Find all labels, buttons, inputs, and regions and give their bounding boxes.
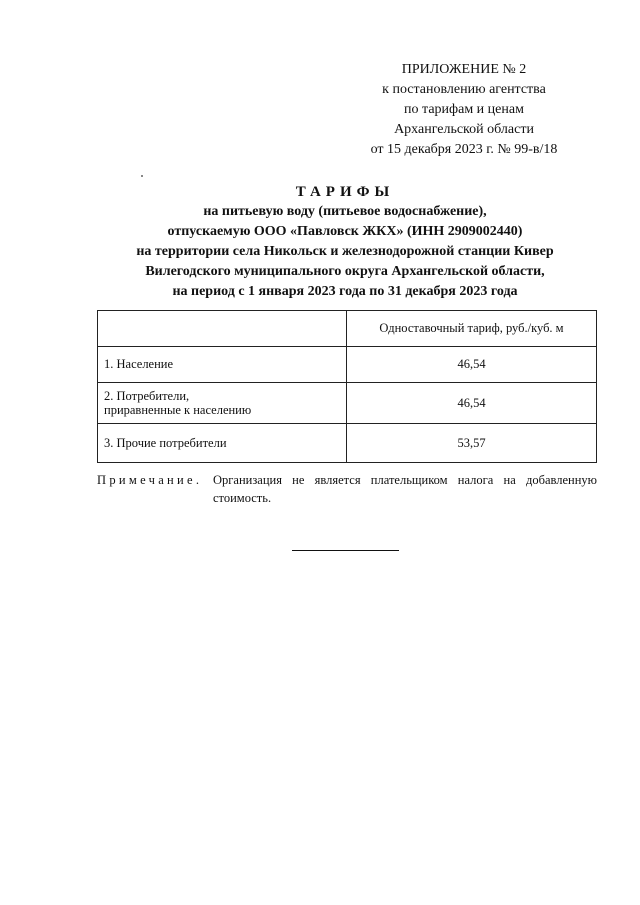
row-label: приравненные к населению	[104, 403, 252, 417]
row-label: 1. Население	[104, 357, 174, 371]
title-line: на период с 1 января 2023 года по 31 декабря 2023 года	[172, 284, 518, 299]
row-label-cell	[98, 383, 347, 424]
row-label-cell	[98, 424, 347, 463]
row-label-cell	[98, 347, 347, 383]
appendix-header	[330, 60, 598, 160]
header-label-cell	[98, 311, 347, 347]
table-row	[98, 424, 597, 463]
appendix-line: от 15 декабря 2023 г. № 99-в/18	[370, 142, 558, 157]
table-row	[98, 383, 597, 424]
note-text: Организация не является плательщиком налога на добавленную стоимость.	[213, 473, 597, 505]
title-heading: ТАРИФЫ	[295, 184, 395, 200]
tariff-table	[97, 310, 597, 463]
document-title	[90, 182, 600, 302]
closing-rule	[292, 550, 399, 551]
appendix-line: по тарифам и ценам	[404, 102, 524, 117]
row-value-cell: 53,57	[347, 424, 597, 463]
title-line: Вилегодского муниципального округа Архангельской области,	[145, 264, 545, 279]
row-label: 2. Потребители,	[104, 389, 190, 403]
scan-speck	[141, 175, 143, 177]
row-label: 3. Прочие потребители	[104, 435, 227, 450]
note-block	[97, 471, 597, 507]
appendix-line: ПРИЛОЖЕНИЕ № 2	[401, 62, 527, 77]
title-line: на территории села Никольск и железнодорожной станции Кивер	[136, 244, 554, 259]
title-line: на питьевую воду (питьевое водоснабжение),	[203, 204, 487, 219]
row-value-cell: 46,54	[347, 383, 597, 424]
appendix-line: Архангельской области	[394, 122, 534, 137]
title-line: отпускаемую ООО «Павловск ЖКХ» (ИНН 2909002440)	[167, 224, 523, 239]
row-value-cell: 46,54	[347, 347, 597, 383]
appendix-line: к постановлению агентства	[382, 82, 546, 97]
table-row	[98, 347, 597, 383]
note-label: Примечание.	[97, 473, 203, 487]
header-value-cell: Одноставочный тариф, руб./куб. м	[347, 311, 597, 347]
table-header-row	[98, 311, 597, 347]
